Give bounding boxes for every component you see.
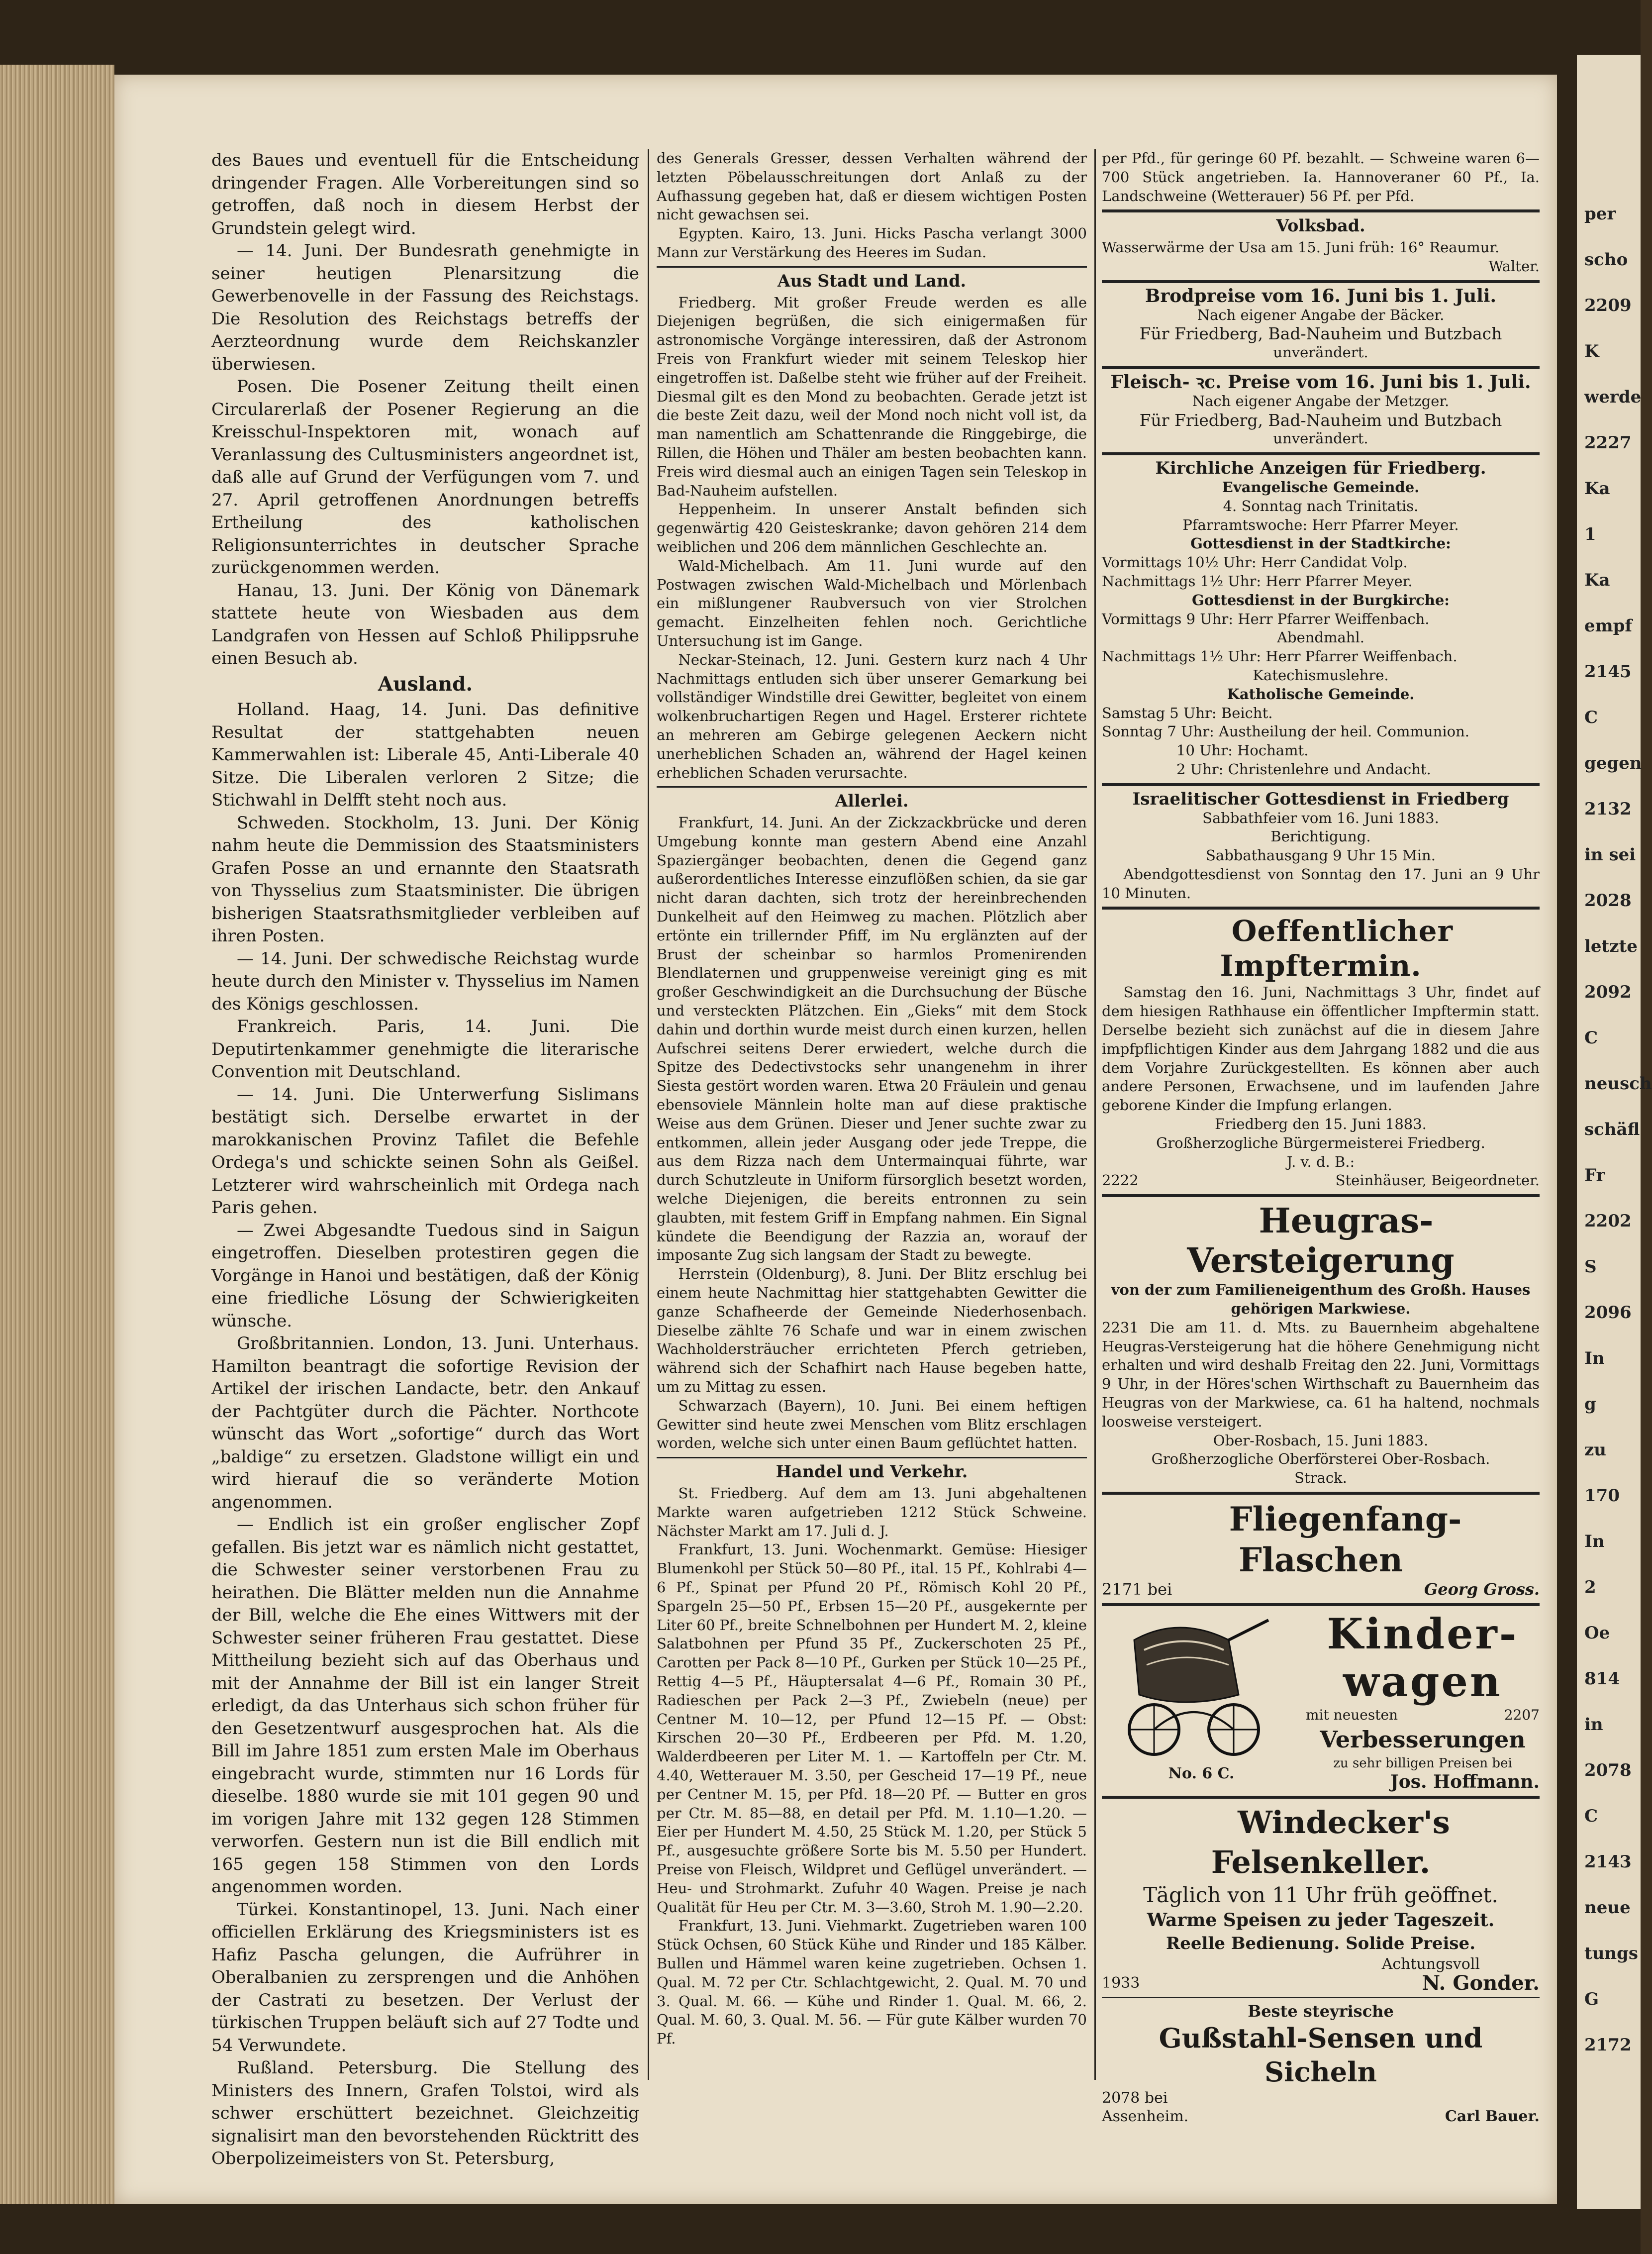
- article-text: Frankreich. Paris, 14. Juni. Die Deputirtenkammer genehmigte die literarische Convention mit Deutschland.: [211, 1017, 639, 1082]
- column-3: [1102, 149, 1540, 2126]
- article-text: per Pfd., für geringe 60 Pf. bezahlt. — Schweine waren 6—700 Stück angetrieben. Ia. Hannoveraner 60 Pf., Ia. Landschweine (Wetterauer) 56 Pf. per Pfd.: [1102, 150, 1540, 205]
- article-text: — Endlich ist ein großer englischer Zopf gefallen. Bis jetzt war es nämlich nicht gestattet, die Schwester seiner verstorbenen Frau zu heirathen. Die Blätter melden nun die Annahme der Bill, welche die Ehe eines Wittwers mit der Schwester seiner früheren Frau gestattet. Diese Mittheilung bezieht sich auf das Oberhaus und mit der Annahme der Bill ist ein langer Streit erledigt, da das Unterhaus sich schon früher für den Gesetzentwurf ausgesprochen hat. Als die Bill im Jahre 1851 zum ersten Male im Oberhaus eingebracht wurde, stimmten nur 16 Lords für dieselbe. 1880 wurde sie mit 101 gegen 90 und im vorigen Jahre mit 132 gegen 128 Stimmen verworfen. Gestern nun ist die Bill endlich mit 165 gegen 158 Stimmen von den Lords angenommen worden.: [211, 1515, 639, 1897]
- volksbad-text: Wasserwärme der Usa am 15. Juni früh: 16° Reaumur.: [1102, 239, 1500, 256]
- adjacent-page-fragment: 170: [1584, 1486, 1620, 1506]
- brod-title: Brodpreise vom 16. Juni bis 1. Juli.: [1145, 285, 1497, 307]
- fleisch-towns: Für Friedberg, Bad-Nauheim und Butzbach: [1139, 410, 1502, 430]
- adjacent-page-fragment: empf: [1584, 616, 1633, 636]
- adjacent-page-fragment: K: [1584, 341, 1599, 361]
- divider: [1102, 1492, 1540, 1495]
- adjacent-page-fragment: C: [1584, 708, 1598, 727]
- article-text: — 14. Juni. Die Unterwerfung Sislimans bestätigt sich. Derselbe erwartet in der marokkanischen Provinz Tafilet die Befehle Ordega's und schickte seinen Sohn als Geißel. Letzterer wird wahrscheinlich mit Ordega nach Paris gehen.: [211, 1084, 639, 1218]
- article-text: Posen. Die Posener Zeitung theilt einen Circularerlaß der Posener Regierung an die Kreisschul-Inspektoren mit, wonach auf Veranlassung des Cultusministers angeordnet ist, daß alle auf Grund der Verfügungen vom 7. und 27. April getroffenen Anordnungen betreffs Ertheilung des katholischen Religionsunterrichtes in deutscher Sprache zurückgenommen werden.: [211, 377, 639, 578]
- article-text: — Zwei Abgesandte Tuedous sind in Saigun eingetroffen. Dieselben protestiren gegen die Vorgänge in Hanoi und bestätigen, daß der König eine friedliche Lösung der Schwierigkeiten wünsche.: [211, 1220, 639, 1331]
- kinder-word-1: Kinder-: [1327, 1609, 1519, 1658]
- windecker-name: N. Gonder.: [1422, 1971, 1540, 1995]
- sensen-place: Assenheim.: [1102, 2108, 1189, 2126]
- kinder-word-2: wagen: [1343, 1656, 1502, 1706]
- brod-towns: Für Friedberg, Bad-Nauheim und Butzbach: [1139, 324, 1502, 344]
- adjacent-page-fragment: tungs: [1584, 1944, 1639, 1963]
- article-text: Rußland. Petersburg. Die Stellung des Ministers des Innern, Grafen Tolstoi, wird als schwer erschüttert bezeichnet. Gleichzeitig signalisirt man den bevorstehenden Rücktritt des Oberpolizeimeisters von St. Petersburg,: [211, 2058, 639, 2168]
- book-binding: [0, 65, 114, 2204]
- kath-line: Sonntag 7 Uhr: Austheilung der heil. Communion.: [1102, 723, 1469, 740]
- fliegen-title: Fliegenfang-Flaschen: [1229, 1500, 1462, 1580]
- fliegen-number: 2171 bei: [1102, 1580, 1172, 1599]
- article-text: Neckar-Steinach, 12. Juni. Gestern kurz nach 4 Uhr Nachmittags entluden sich über unserer Gemarkung bei vollständiger Windstille drei Gewitter, begleitet von einem wolkenbruchartigen Regen und Hagel. Ersterer richtete an mehreren am Gebirge gelegenen Aeckern nicht unerheblichen Schaden an, während der Hagel keinen erheblichen Schaden verursachte.: [657, 651, 1087, 781]
- impf-signature: Steinhäuser, Beigeordneter.: [1335, 1172, 1540, 1189]
- fleisch-subtitle: Nach eigener Angabe der Metzger.: [1192, 392, 1450, 410]
- windecker-line: Reelle Bedienung. Solide Preise.: [1166, 1934, 1476, 1954]
- adjacent-page-fragment: 1: [1584, 524, 1596, 544]
- divider: [1102, 280, 1540, 283]
- sensen-number: 2078 bei: [1102, 2089, 1168, 2107]
- article-text: des Baues und eventuell für die Entscheidung dringender Fragen. Alle Vorbereitungen sind so getroffen, daß noch in diesem Herbst der Grundstein gelegt wird.: [211, 150, 639, 238]
- article-text: Friedberg. Mit großer Freude werden es alle Diejenigen begrüßen, die sich einigermaßen für astronomische Vorgänge interessiren, daß der Astronom Freis von Frankfurt wieder mit seinem Teleskop hier eingetroffen ist. Daßelbe steht wie früher auf der Freiheit. Diesmal gilt es den Mond zu beobachten. Gerade jetzt ist die beste Zeit dazu, weil der Mond noch nicht voll ist, da man namentlich am Schattenrande die Ringgebirge, die Rillen, die Höhen und Thäler am besten beobachten kann. Freis wird diesmal auch an einigen Tagen sein Teleskop in Bad-Nauheim aufstellen.: [657, 294, 1087, 499]
- adjacent-page-fragment: letzte: [1584, 936, 1638, 956]
- divider: [657, 1457, 1087, 1458]
- adjacent-page-fragment: 2172: [1584, 2035, 1632, 2055]
- adjacent-page-fragment: in sei: [1584, 845, 1636, 865]
- impf-footer: [1102, 1171, 1540, 1190]
- divider: [1102, 366, 1540, 369]
- kirch-title: Kirchliche Anzeigen für Friedberg.: [1155, 458, 1486, 479]
- column-rule-1: [648, 149, 649, 2080]
- adjacent-page-fragment: scho: [1584, 250, 1628, 270]
- divider: [1102, 452, 1540, 455]
- kath-line: Samstag 5 Uhr: Beicht.: [1102, 704, 1273, 721]
- adjacent-page-fragment: In: [1584, 1348, 1605, 1368]
- adjacent-page-fragment: 2145: [1584, 662, 1632, 682]
- adjacent-page-fragment: 2028: [1584, 891, 1632, 911]
- kinder-name: Jos. Hoffmann.: [1390, 1771, 1540, 1793]
- kinderwagen-text: [1306, 1610, 1540, 1792]
- impf-amt: Großherzogliche Bürgermeisterei Friedberg.: [1156, 1134, 1485, 1151]
- isr-line: Abendgottesdienst von Sonntag den 17. Juni an 9 Uhr 10 Minuten.: [1102, 865, 1540, 902]
- adjacent-page-fragment: neusch: [1584, 1074, 1652, 1094]
- divider: [1102, 1997, 1540, 1998]
- isr-line: Berichtigung.: [1270, 828, 1371, 845]
- ev-burg-nachm: Nachmittags 1½ Uhr: Herr Pfarrer Weiffenbach.: [1102, 648, 1458, 665]
- fleisch-unchanged: unverändert.: [1273, 430, 1368, 447]
- windecker-footer: [1102, 1955, 1540, 1993]
- column-1: [211, 149, 639, 2170]
- adjacent-page-fragment: Ka: [1584, 570, 1610, 590]
- pram-illustration-wrap: [1102, 1610, 1301, 1783]
- article-text: Holland. Haag, 14. Juni. Das definitive Resultat der stattgehabten neuen Kammerwahlen ist: Liberale 45, Anti-Liberale 40 Sitze. Die Liberalen verloren 2 Sitze; die Stichwahl in Delfft steht noch aus.: [211, 700, 639, 810]
- adjacent-page-edge: [1577, 55, 1652, 2209]
- fliegen-footer: [1102, 1580, 1540, 1599]
- ev-stadt: Gottesdienst in der Stadtkirche:: [1190, 535, 1451, 552]
- adjacent-page-fragment: C: [1584, 1806, 1598, 1826]
- sensen-title: Gußstahl-Sensen und Sicheln: [1159, 2022, 1483, 2088]
- ev-vorm: Vormittags 10½ Uhr: Herr Candidat Volp.: [1102, 554, 1408, 571]
- article-text: Schwarzach (Bayern), 10. Juni. Bei einem heftigen Gewitter sind heute zwei Menschen vom Blitz erschlagen worden, welche sich unter einen Baum geflüchtet hatten.: [657, 1397, 1087, 1452]
- divider: [1102, 1194, 1540, 1197]
- adjacent-page-fragment: Ka: [1584, 479, 1610, 499]
- article-text: Frankfurt, 13. Juni. Viehmarkt. Zugetrieben waren 100 Stück Ochsen, 60 Stück Kühe und Rinder und 185 Kälber. Bullen und Hämmel waren keine zugetrieben. Ochsen 1. Qual. M. 72 per Ctr. Schlachtgewicht, 2. Qual. M. 70 und 3. Qual. M. 66. — Kühe und Rinder 1. Qual. M. 66, 2. Qual. M. 60, 3. Qual. M. 56. — Für gute Kälber wurden 70 Pf.: [657, 1917, 1087, 2048]
- pram-model: No. 6 C.: [1168, 1764, 1235, 1782]
- adjacent-page-fragment: In: [1584, 1532, 1605, 1551]
- divider: [1102, 907, 1540, 910]
- adjacent-page-fragment: 2143: [1584, 1852, 1632, 1872]
- adjacent-page-fragment: g: [1584, 1394, 1596, 1414]
- section-heading-allerlei: Allerlei.: [835, 791, 909, 811]
- article-text: Herrstein (Oldenburg), 8. Juni. Der Blitz erschlug bei einem heute Nachmittag hier stattgehabten Gewitter die ganze Schafheerde der Gemeinde Niederhosenbach. Dieselbe zählte 76 Schafe und war in einem zwischen Wachholdersträucher errichteten Pferch getrieben, während sich der Schafhirt nach Hause begeben hatte, um zu Mittag zu essen.: [657, 1265, 1087, 1395]
- heu-text: 2231 Die am 11. d. Mts. zu Bauernheim abgehaltene Heugras-Versteigerung hat die höhere Genehmigung nicht erhalten und wird deshalb Freitag den 22. Juni, Vormittags 9 Uhr, in der Höres'schen Wirthschaft zu Bauernheim das Heugras von der Markwiese, ca. 61 ha haltend, nochmals loosweise versteigert.: [1102, 1319, 1540, 1430]
- fliegen-name: Georg Gross.: [1424, 1580, 1540, 1599]
- article-text: — 14. Juni. Der schwedische Reichstag wurde heute durch den Minister v. Thysselius im Namen des Königs geschlossen.: [211, 948, 639, 1014]
- kath-line: 10 Uhr: Hochamt.: [1176, 742, 1309, 759]
- adjacent-page-fragment: 2209: [1584, 296, 1632, 315]
- adjacent-page-fragment: werde: [1584, 387, 1642, 407]
- kath-title: Katholische Gemeinde.: [1227, 685, 1415, 703]
- volksbad-signature: Walter.: [1488, 257, 1540, 275]
- windecker-number: 1933: [1102, 1974, 1140, 1992]
- article-text: Frankfurt, 13. Juni. Wochenmarkt. Gemüse: Hiesiger Blumenkohl per Stück 50—80 Pf., ital. 15 Pf., Kohlrabi 4—6 Pf., Spinat per Pfund 20 Pf., Römisch Kohl 20 Pf., Spargeln 25—50 Pf., Erbsen 15—20 Pf., ausgekernte per Liter 60 Pf., breite Schnelbohnen per Hundert M. 2, kleine Salatbohnen per Pfund 35 Pf., Zuckerschoten 25 Pf., Carotten per Pack 8—10 Pf., Gurken per Stück 10—25 Pf., Rettig 4—5 Pf., Häuptersalat 4—6 Pf., Romain 30 Pf., Radieschen per Pack 2—3 Pf., Zwiebeln (neue) per Centner M. 10—12, per Pfund 12—15 Pf. — Obst: Kirschen 20—30 Pf., Erdbeeren per Pfd. M. 1.20, Walderdbeeren per Liter M. 1. — Kartoffeln per Ctr. M. 4.40, Wetterauer M. 3.50, per Gescheid 17—19 Pf., neue per Centner M. 15, per Pfd. 18—20 Pf. — Butter en gros per Ctr. M. 85—88, en detail per Pfd. M. 1.10—1.20. — Eier per Hundert M. 4.50, 25 Stück M. 1.20, per Stück 5 Pf., ausgesuchte größere Sorte bis M. 5.50 per Hundert. Preise von Fleisch, Wildpret und Geflügel unverändert. — Heu- und Strohmarkt. Zufuhr 40 Wagen. Preise je nach Qualität für Heu per Ctr. M. 3—3.60, Stroh M. 1.90—2.20.: [657, 1541, 1087, 1916]
- section-heading-ausland: Ausland.: [378, 672, 473, 696]
- impf-date: Friedberg den 15. Juni 1883.: [1215, 1116, 1427, 1133]
- heu-amt: Großherzogliche Oberförsterei Ober-Rosbach.: [1151, 1450, 1490, 1468]
- kinder-mit: mit neuesten: [1306, 1706, 1398, 1723]
- impf-number: 2222: [1102, 1172, 1139, 1189]
- sensen-left: [1102, 2089, 1188, 2127]
- pram-illustration: [1104, 1610, 1298, 1759]
- article-text: — 14. Juni. Der Bundesrath genehmigte in seiner heutigen Plenarsitzung die Gewerbenovelle in der Fassung des Reichstags. Die Resolution des Reichstags betreffs der Aerzteordnung wurde dem Reichskanzler überwiesen.: [211, 241, 639, 374]
- adjacent-page-fragment: zu: [1584, 1440, 1607, 1460]
- adjacent-page-fragment: 814: [1584, 1669, 1620, 1689]
- windecker-achtungsvoll: Achtungsvoll: [1381, 1955, 1480, 1973]
- brod-subtitle: Nach eigener Angabe der Bäcker.: [1197, 306, 1445, 323]
- article-text: St. Friedberg. Auf dem am 13. Juni abgehaltenen Markte waren aufgetrieben 1212 Stück Schweine. Nächster Markt am 17. Juli d. J.: [657, 1484, 1087, 1539]
- brod-unchanged: unverändert.: [1273, 344, 1368, 361]
- article-text: Großbritannien. London, 13. Juni. Unterhaus. Hamilton beantragt die sofortige Revision der Artikel der irischen Landacte, betr. den Ankauf der Pachtgüter durch die Pächter. Northcote wünscht das Wort „sofortige“ durch das Wort „baldige“ zu ersetzen. Gladstone willigt ein und wird hierauf die so veränderte Motion angenommen.: [211, 1333, 639, 1512]
- section-heading-handel: Handel und Verkehr.: [776, 1462, 968, 1482]
- kinderwagen-ad: [1102, 1610, 1540, 1792]
- kath-line: 2 Uhr: Christenlehre und Andacht.: [1176, 760, 1431, 778]
- adjacent-page-fragment: Oe: [1584, 1623, 1610, 1643]
- ev-sonntag: 4. Sonntag nach Trinitatis.: [1223, 497, 1419, 514]
- adjacent-page-fragment: 2132: [1584, 799, 1632, 819]
- heu-subtitle: von der zum Familieneigenthum des Großh. Hauses gehörigen Markwiese.: [1111, 1281, 1531, 1318]
- ev-nachm: Nachmittags 1½ Uhr: Herr Pfarrer Meyer.: [1102, 572, 1413, 590]
- divider: [1102, 1603, 1540, 1606]
- ev-burg: Gottesdienst in der Burgkirche:: [1191, 591, 1450, 609]
- ev-title: Evangelische Gemeinde.: [1222, 478, 1420, 496]
- adjacent-page-fragment: S: [1584, 1257, 1597, 1277]
- windecker-line: Täglich von 11 Uhr früh geöffnet.: [1143, 1883, 1498, 1908]
- isr-line: Sabbathausgang 9 Uhr 15 Min.: [1206, 847, 1436, 864]
- adjacent-page-fragment: Fr: [1584, 1165, 1605, 1185]
- adjacent-page-fragment: 2092: [1584, 982, 1632, 1002]
- article-text: Türkei. Konstantinopel, 13. Juni. Nach einer officiellen Erklärung des Kriegsministers ist es Hafiz Pascha gelungen, die Aufrührer in Oberalbanien zu zersprengen und die Anhöhen der Castrati zu besetzen. Der Verlust der türkischen Truppen beläuft sich auf 27 Todte und 54 Verwundete.: [211, 1899, 639, 2055]
- windecker-title: Windecker's Felsenkeller.: [1211, 1804, 1450, 1881]
- article-text: Egypten. Kairo, 13. Juni. Hicks Pascha verlangt 3000 Mann zur Verstärkung des Heeres im Sudan.: [657, 225, 1087, 261]
- adjacent-page-fragment: 2227: [1584, 433, 1632, 453]
- adjacent-page-fragment: schäfl: [1584, 1120, 1640, 1139]
- article-text: Frankfurt, 14. Juni. An der Zickzackbrücke und deren Umgebung konnte man gestern Abend eine Anzahl Spaziergänger beobachten, denen die Gegend ganz außerordentliches Interesse einzuflößen schien, da sie gar nicht daran dachten, sich trotz der hereinbrechenden Dunkelheit auf den Heimweg zu machen. Plötzlich aber ertönte ein trillernder Pfiff, im Nu erglänzten auf der Brust der scheinbar so harmlos Promenirenden Blendlaternen und gruppenweise vereinigt ging es mit großer Geschwindigkeit an die Durchsuchung der Büsche und versteckten Plätzchen. Ein „Gieks“ mit dem Stock dahin und dorthin wurde meist durch einen kurzen, hellen Aufschrei seitens Derer erwiedert, welche durch die Spitze des Dedectivstocks sehr unangenehm in ihrer Siesta gestört worden waren. Etwa 20 Fräulein und genau ebensoviele Männlein holte man auf diese praktische Weise aus dem Grünen. Dieser und Jener suchte zwar zu entkommen, allein jeder Ausgang oder jede Treppe, die aus dem Rizza nach dem Untermainquai führte, war durch Schutzleute in Uniform fürsorglich besetzt worden, welche Diejenigen, die bereits entronnen zu sein glaubten, mit festem Griff in Empfang nahmen. Ein Signal kündete die Beendigung der Razzia an, worauf der imposante Zug sich langsam der Stadt zu bewegte.: [657, 814, 1087, 1264]
- impf-title: Oeffentlicher Impftermin.: [1220, 914, 1454, 983]
- adjacent-page-fragment: 2: [1584, 1577, 1596, 1597]
- fleisch-title: Fleisch- ꝛc. Preise vom 16. Juni bis 1. Juli.: [1110, 371, 1531, 393]
- sensen-name: Carl Bauer.: [1445, 2108, 1540, 2126]
- kinder-mit-row: [1306, 1706, 1540, 1725]
- article-text: des Generals Gresser, dessen Verhalten während der letzten Pöbelausschreitungen dort Anlaß zu der Aufhassung gegeben hat, daß er diesem wichtigen Posten nicht gewachsen sei.: [657, 150, 1087, 223]
- impf-text: Samstag den 16. Juni, Nachmittags 3 Uhr, findet auf dem hiesigen Rathhause ein öffentlicher Impftermin statt. Derselbe bezieht sich zunächst auf die in diesem Jahre impfpflichtigen Kinder aus dem Jahrgang 1882 und die aus dem Vorjahre Zurückgestellten. Es können aber auch andere Personen, Erwachsene, und im laufenden Jahre geborene Kinder die Impfung erlangen.: [1102, 984, 1540, 1114]
- article-text: Schweden. Stockholm, 13. Juni. Der König nahm heute die Demmission des Staatsministers Grafen Posse an und ernannte den Staatsrath von Thysselius zum Staatsminister. Die übrigen bisherigen Staatsrathsmitglieder verbleiben auf ihren Posten.: [211, 813, 639, 946]
- divider: [657, 266, 1087, 268]
- windecker-line: Warme Speisen zu jeder Tageszeit.: [1147, 1910, 1495, 1931]
- divider: [1102, 209, 1540, 212]
- adjacent-page-fragment: G: [1584, 1989, 1599, 2009]
- kinder-preis: zu sehr billigen Preisen bei: [1333, 1755, 1512, 1771]
- ev-abendmahl: Abendmahl.: [1277, 629, 1364, 646]
- divider: [657, 786, 1087, 788]
- heu-date: Ober-Rosbach, 15. Juni 1883.: [1213, 1432, 1429, 1449]
- heu-title: Heugras-Versteigerung: [1187, 1201, 1455, 1281]
- windecker-signoff: [1382, 1955, 1540, 1993]
- article-text: Wald-Michelbach. Am 11. Juni wurde auf den Postwagen zwischen Wald-Michelbach und Mörlenbach ein mißlungener Raubversuch von vier Strolchen gemacht. Einzelheiten fehlen noch. Gerichtliche Untersuchung ist im Gange.: [657, 557, 1087, 649]
- adjacent-page-fragment: C: [1584, 1028, 1598, 1048]
- adjacent-page-fragment: in: [1584, 1715, 1603, 1735]
- column-rule-2: [1094, 149, 1096, 2080]
- divider: [1102, 1796, 1540, 1799]
- section-heading-stadt-land: Aus Stadt und Land.: [777, 271, 967, 291]
- adjacent-page-fragment: 2096: [1584, 1303, 1632, 1323]
- isr-title: Israelitischer Gottesdienst in Friedberg: [1132, 789, 1509, 809]
- article-text: Heppenheim. In unserer Anstalt befinden sich gegenwärtig 420 Geisteskranke; davon gehören 214 dem weiblichen und 206 dem männlichen Geschlechte an.: [657, 501, 1087, 555]
- adjacent-page-fragment: 2078: [1584, 1760, 1632, 1780]
- isr-line: Sabbathfeier vom 16. Juni 1883.: [1202, 809, 1439, 826]
- adjacent-page-fragment: per: [1584, 204, 1616, 224]
- kinder-number: 2207: [1504, 1706, 1540, 1723]
- volksbad-heading: Volksbad.: [1276, 216, 1365, 236]
- kinder-verbesserungen: Verbesserungen: [1320, 1726, 1526, 1753]
- ev-burg-vorm: Vormittags 9 Uhr: Herr Pfarrer Weiffenbach.: [1102, 610, 1430, 627]
- ev-pfarr: Pfarramtswoche: Herr Pfarrer Meyer.: [1182, 516, 1459, 533]
- article-text: Hanau, 13. Juni. Der König von Dänemark stattete heute von Wiesbaden aus dem Landgrafen von Hessen auf Schloß Philippsruhe einen Besuch ab.: [211, 580, 639, 668]
- column-2: [657, 149, 1087, 2049]
- divider: [1102, 783, 1540, 786]
- adjacent-page-fragment: 2202: [1584, 1211, 1632, 1231]
- ev-katech: Katechismuslehre.: [1253, 666, 1389, 684]
- sensen-line: Beste steyrische: [1248, 2001, 1394, 2021]
- impf-jvdb: J. v. d. B.:: [1286, 1153, 1355, 1170]
- adjacent-page-fragment: neue: [1584, 1898, 1631, 1918]
- adjacent-page-fragment: gegen: [1584, 753, 1642, 773]
- heu-signature: Strack.: [1294, 1469, 1347, 1487]
- sensen-footer: [1102, 2089, 1540, 2127]
